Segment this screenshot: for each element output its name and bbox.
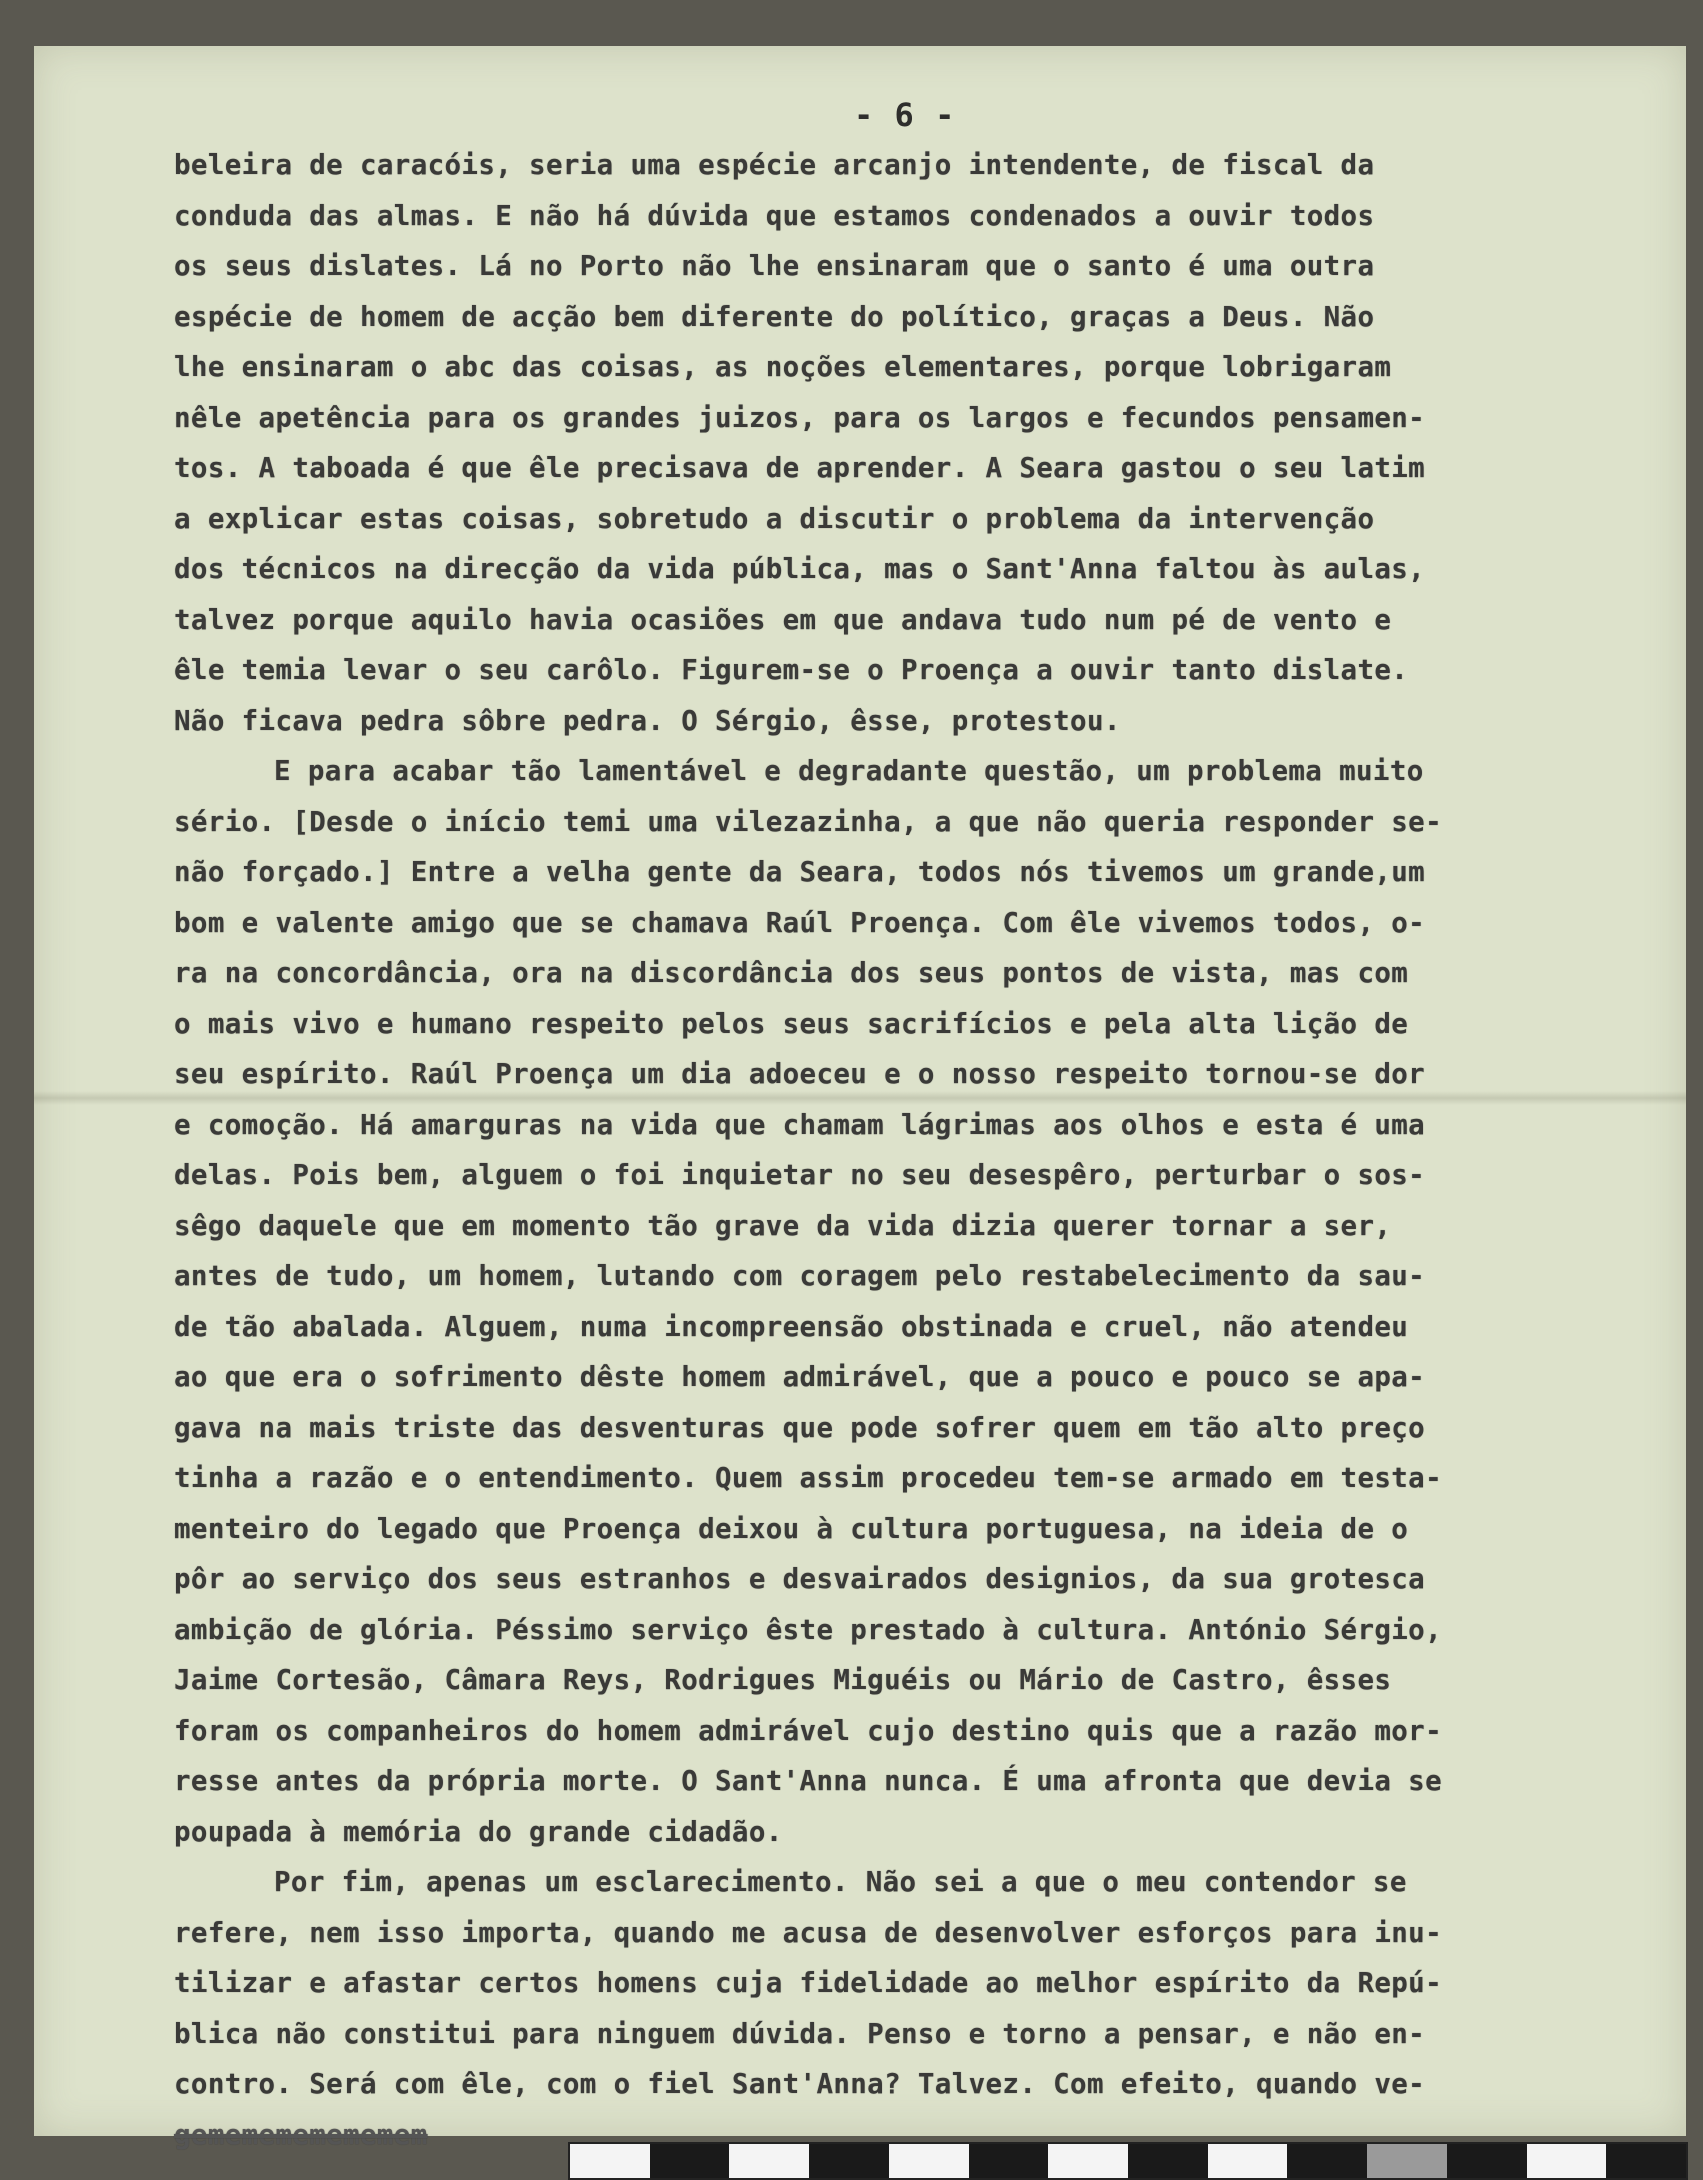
text-line: delas. Pois bem, alguem o foi inquietar no seu desespêro, perturbar o sos- <box>174 1159 1426 1191</box>
text-line: ra na concordância, ora na discordância dos seus pontos de vista, mas com <box>174 957 1409 989</box>
scale-segment <box>1606 2144 1686 2178</box>
scale-segment <box>809 2144 889 2178</box>
text-line: nêle apetência para os grandes juizos, para os largos e fecundos pensamen- <box>174 401 1426 434</box>
document-page <box>34 46 1686 2151</box>
text-line: seu espírito. Raúl Proença um dia adoeceu e o nosso respeito tornou-se dor <box>174 1058 1426 1090</box>
text-line: talvez porque aquilo havia ocasiões em que andava tudo num pé de vento e <box>174 603 1392 636</box>
scale-segment <box>570 2144 650 2178</box>
text-line: antes de tudo, um homem, lutando com coragem pelo restabelecimento da sau- <box>174 1260 1426 1292</box>
text-line: foram os companheiros do homem admirável cujo destino quis que a razão mor- <box>174 1714 1442 1747</box>
text-line: a explicar estas coisas, sobretudo a discutir o problema da intervenção <box>174 502 1375 535</box>
text-line: sêgo daquele que em momento tão grave da vida dizia querer tornar a ser, <box>174 1209 1392 1242</box>
scale-segment <box>969 2144 1049 2178</box>
text-line: contro. Será com êle, com o fiel Sant'Anna? Talvez. Com efeito, quando ve- <box>174 2068 1426 2100</box>
scale-segment <box>1287 2144 1367 2178</box>
text-line: conduda das almas. E não há dúvida que estamos condenados a ouvir todos <box>174 199 1375 232</box>
text-line: bom e valente amigo que se chamava Raúl Proença. Com êle vivemos todos, o- <box>174 906 1426 939</box>
text-line: Por fim, apenas um esclarecimento. Não sei a que o meu contendor se <box>274 1866 1407 1898</box>
text-line: e comoção. Há amarguras na vida que chamam lágrimas aos olhos e esta é uma <box>174 1108 1426 1141</box>
text-line: gememememememem <box>174 2118 428 2151</box>
text-line: E para acabar tão lamentável e degradante questão, um problema muito <box>274 755 1424 787</box>
text-line: lhe ensinaram o abc das coisas, as noções elementares, porque lobrigaram <box>174 351 1392 383</box>
text-line: ambição de glória. Péssimo serviço êste prestado à cultura. António Sérgio, <box>174 1613 1442 1646</box>
typewritten-text-body <box>174 140 1684 2160</box>
scale-segment <box>1447 2144 1527 2178</box>
text-line: de tão abalada. Alguem, numa incompreensão obstinada e cruel, não atendeu <box>174 1310 1409 1343</box>
text-line: tinha a razão e o entendimento. Quem assim procedeu tem-se armado em testa- <box>174 1462 1442 1494</box>
text-line: beleira de caracóis, seria uma espécie arcanjo intendente, de fiscal da <box>174 149 1375 181</box>
text-line: os seus dislates. Lá no Porto não lhe ensinaram que o santo é uma outra <box>174 250 1375 282</box>
page-number: - 6 - <box>854 96 956 134</box>
text-line: Não ficava pedra sôbre pedra. O Sérgio, êsse, protestou. <box>174 704 1121 737</box>
text-line: gava na mais triste das desventuras que pode sofrer quem em tão alto preço <box>174 1411 1426 1444</box>
scale-segment <box>1128 2144 1208 2178</box>
text-line: poupada à memória do grande cidadão. <box>174 1815 783 1848</box>
text-line: espécie de homem de acção bem diferente do político, graças a Deus. Não <box>174 300 1375 333</box>
text-line: Jaime Cortesão, Câmara Reys, Rodrigues Miguéis ou Mário de Castro, êsses <box>174 1664 1392 1696</box>
scale-segment <box>1048 2144 1128 2178</box>
text-line: não forçado.] Entre a velha gente da Seara, todos nós tivemos um grande,um <box>174 856 1426 888</box>
scale-segment <box>650 2144 730 2178</box>
scale-segment <box>889 2144 969 2178</box>
text-line: o mais vivo e humano respeito pelos seus sacrifícios e pela alta lição de <box>174 1007 1409 1040</box>
text-line: dos técnicos na direcção da vida pública, mas o Sant'Anna faltou às aulas, <box>174 553 1426 585</box>
scale-segment <box>1527 2144 1607 2178</box>
text-line: resse antes da própria morte. O Sant'Anna nunca. É uma afronta que devia se <box>174 1765 1442 1797</box>
scale-segment <box>729 2144 809 2178</box>
text-line: êle temia levar o seu carôlo. Figurem-se o Proença a ouvir tanto dislate. <box>174 654 1409 686</box>
text-line: sério. [Desde o início temi uma vilezazinha, a que não queria responder se- <box>174 805 1442 838</box>
text-line: ao que era o sofrimento dêste homem admirável, que a pouco e pouco se apa- <box>174 1361 1426 1393</box>
color-calibration-scale <box>568 2142 1688 2180</box>
text-line: refere, nem isso importa, quando me acusa de desenvolver esforços para inu- <box>174 1916 1442 1949</box>
scale-segment <box>1367 2144 1447 2178</box>
scale-segment <box>1208 2144 1288 2178</box>
text-line: blica não constitui para ninguem dúvida. Penso e torno a pensar, e não en- <box>174 2017 1426 2050</box>
text-line: pôr ao serviço dos seus estranhos e desvairados designios, da sua grotesca <box>174 1563 1426 1595</box>
text-line: menteiro do legado que Proença deixou à cultura portuguesa, na ideia de o <box>174 1512 1409 1545</box>
text-line: tos. A taboada é que êle precisava de aprender. A Seara gastou o seu latim <box>174 452 1426 484</box>
text-line: tilizar e afastar certos homens cuja fidelidade ao melhor espírito da Repú- <box>174 1967 1442 1999</box>
